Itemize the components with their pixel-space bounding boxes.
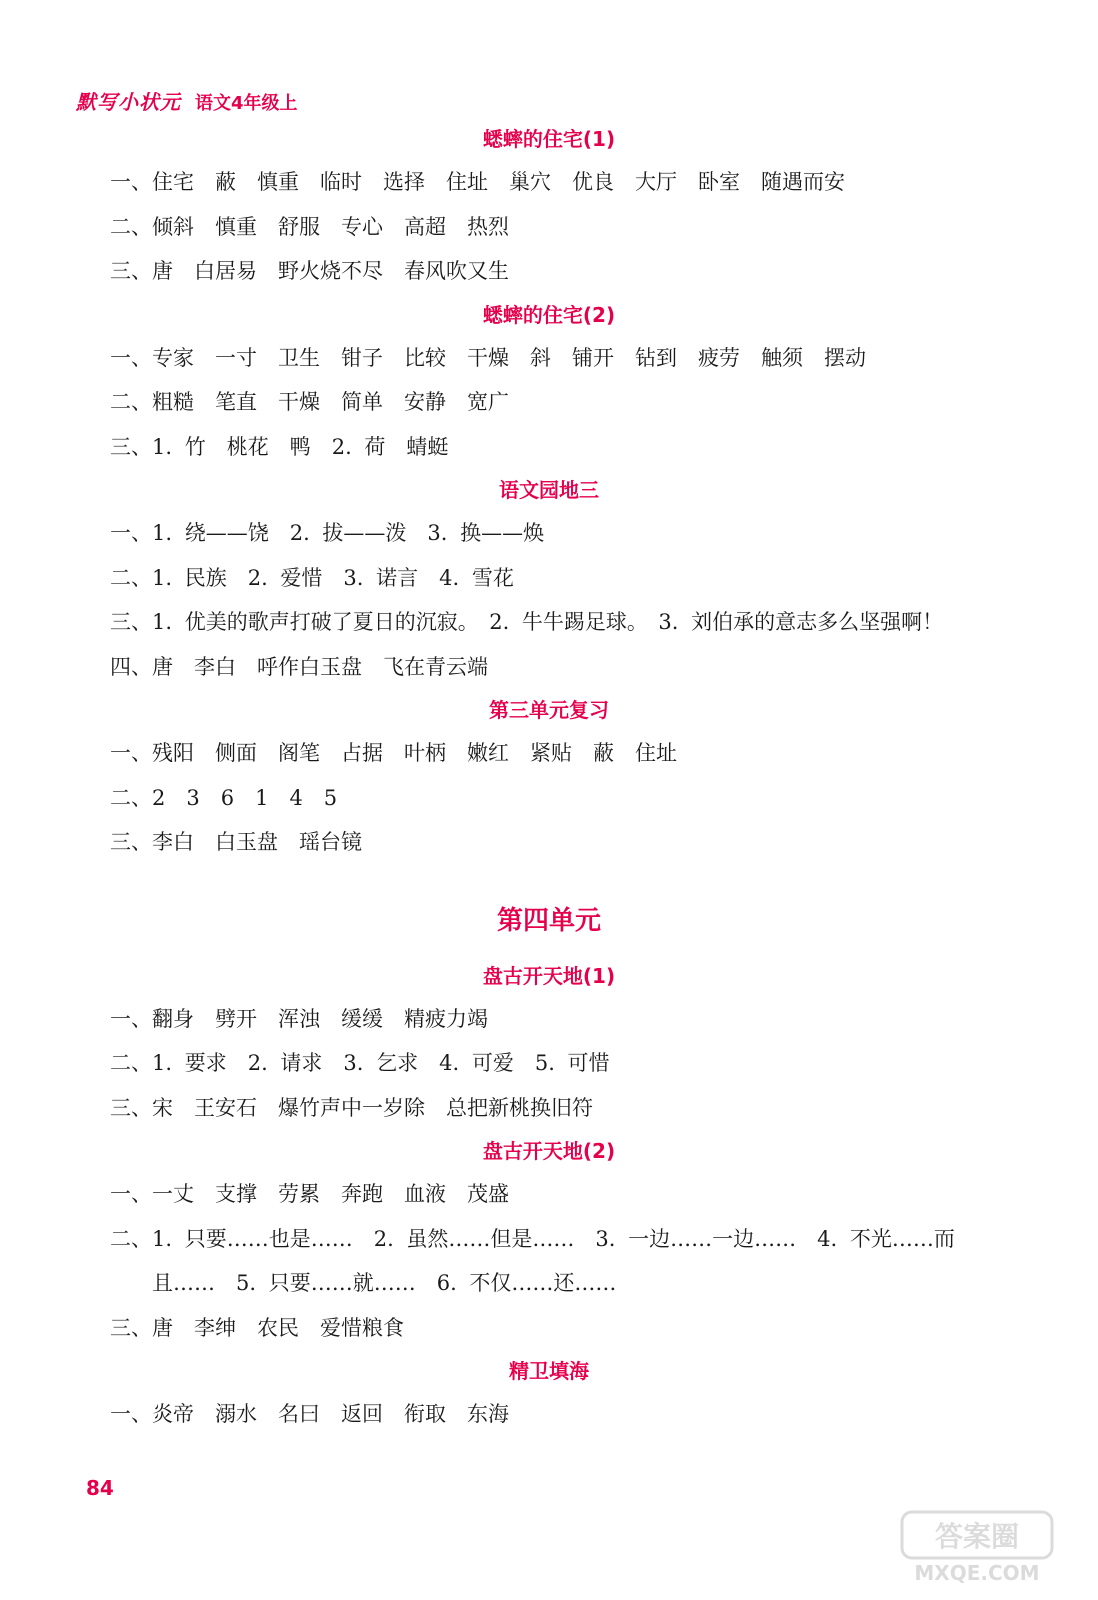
page-number: 84: [86, 1476, 114, 1500]
answer-line: 三、1. 竹 桃花 鸭 2. 荷 蜻蜓: [110, 434, 449, 459]
answer-line: 一、残阳 侧面 阁笔 占据 叶柄 嫩红 紧贴 蔽 住址: [110, 741, 677, 765]
svg-text:答案圈: 答案圈: [934, 1520, 1020, 1553]
answer-line: 二、2 3 6 1 4 5: [110, 785, 338, 810]
answer-line: 三、李白 白玉盘 瑶台镜: [110, 830, 362, 854]
section-title: 第三单元复习: [489, 698, 609, 722]
answer-line: 一、住宅 蔽 慎重 临时 选择 住址 巢穴 优良 大厅 卧室 随遇而安: [110, 170, 845, 194]
answer-line: 且…… 5. 只要……就…… 6. 不仅……还……: [152, 1271, 617, 1295]
answer-line: 二、1. 民族 2. 爱惜 3. 诺言 4. 雪花: [110, 565, 514, 590]
section-title: 蟋蟀的住宅(1): [482, 127, 616, 151]
answer-line: 三、唐 李绅 农民 爱惜粮食: [110, 1315, 404, 1340]
page-header: [76, 86, 298, 115]
unit-title: 第四单元: [496, 905, 601, 936]
watermark-logo: [898, 1506, 1058, 1586]
answer-line: 二、粗糙 笔直 干燥 简单 安静 宽广: [110, 390, 509, 414]
section-title: 语文园地三: [499, 478, 599, 502]
section-title: 精卫填海: [509, 1359, 589, 1383]
section-title: 盘古开天地(2): [482, 1139, 616, 1163]
svg-text:MXQE.COM: MXQE.COM: [914, 1561, 1040, 1585]
section-title: 盘古开天地(1): [482, 963, 616, 988]
answer-line: 一、炎帝 溺水 名曰 返回 衔取 东海: [110, 1402, 509, 1426]
answer-line: 一、一丈 支撑 劳累 奔跑 血液 茂盛: [110, 1182, 509, 1206]
answer-line: 一、专家 一寸 卫生 钳子 比较 干燥 斜 铺开 钻到 疲劳 触须 摆动: [110, 345, 866, 370]
answer-line: 三、唐 白居易 野火烧不尽 春风吹又生: [110, 259, 509, 283]
answer-line: 一、翻身 劈开 浑浊 缓缓 精疲力竭: [110, 1006, 488, 1031]
answer-line: 三、宋 王安石 爆竹声中一岁除 总把新桃换旧符: [110, 1095, 593, 1120]
answer-line: 三、1. 优美的歌声打破了夏日的沉寂。 2. 牛牛踢足球。 3. 刘伯承的意志多么坚强啊！: [110, 610, 944, 634]
answer-line: 二、倾斜 慎重 舒服 专心 高超 热烈: [110, 214, 509, 239]
book-brand: 默写小状元: [76, 90, 181, 114]
answer-line: 二、1. 要求 2. 请求 3. 乞求 4. 可爱 5. 可惜: [110, 1051, 610, 1075]
answer-line: 二、1. 只要……也是…… 2. 虽然……但是…… 3. 一边……一边…… 4. 不光……而: [110, 1226, 955, 1251]
answer-content: [0, 118, 1098, 1437]
answer-line: 四、唐 李白 呼作白玉盘 飞在青云端: [110, 654, 488, 679]
section-title: 蟋蟀的住宅(2): [482, 302, 616, 327]
book-subject: 语文4年级上: [195, 93, 298, 114]
answer-line: 一、1. 绕——饶 2. 拔——泼 3. 换——焕: [110, 521, 545, 545]
